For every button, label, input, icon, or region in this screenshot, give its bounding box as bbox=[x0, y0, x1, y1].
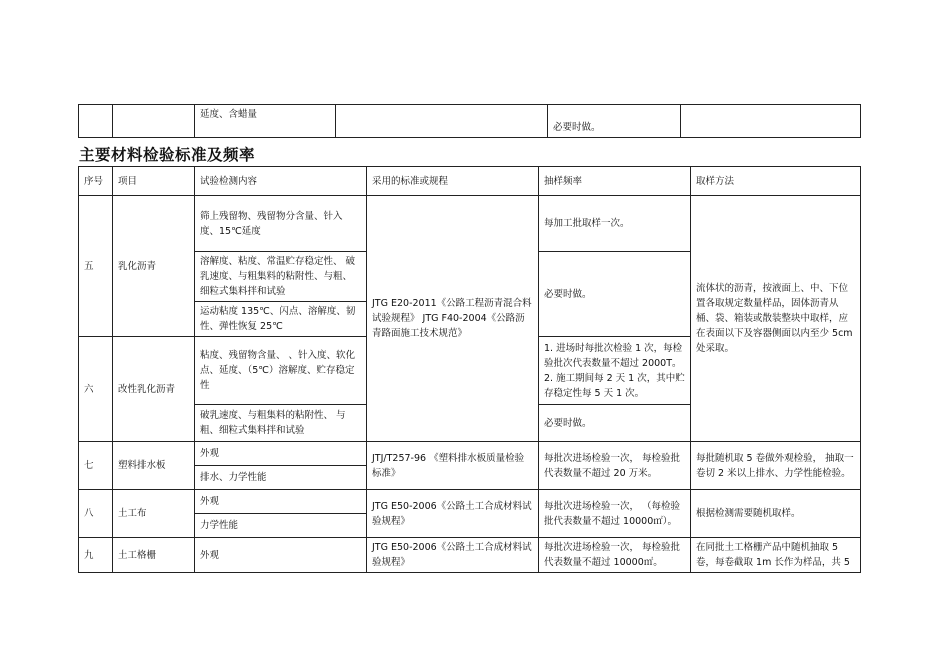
row-frequency: 每批次进场检验一次， （每检验批代表数量不超过 10000㎡）。 bbox=[539, 490, 691, 538]
row-item: 土工格栅 bbox=[113, 538, 195, 573]
table-cell bbox=[336, 105, 548, 138]
row-frequency: 每加工批取样一次。 bbox=[539, 196, 691, 252]
table-row bbox=[79, 538, 861, 573]
table-cell: 延度、含蜡量 bbox=[195, 105, 336, 138]
row-item: 土工布 bbox=[113, 490, 195, 538]
row-content: 筛上残留物、残留物分含量、针入度、15℃延度 bbox=[195, 196, 367, 252]
row-method: 每批随机取 5 卷做外观检验， 抽取一卷切 2 米以上排水、力学性能检验。 bbox=[691, 442, 861, 490]
table-cell bbox=[79, 105, 113, 138]
row-content: 排水、力学性能 bbox=[195, 466, 367, 490]
row-frequency: 必要时做。 bbox=[539, 252, 691, 337]
row-frequency: 每批次进场检验一次， 每检验批代表数量不超过 20 万米。 bbox=[539, 442, 691, 490]
table-row bbox=[79, 105, 861, 138]
row-item: 塑料排水板 bbox=[113, 442, 195, 490]
row-content: 外观 bbox=[195, 490, 367, 514]
header-item: 项目 bbox=[113, 167, 195, 196]
header-no: 序号 bbox=[79, 167, 113, 196]
row-item: 乳化沥青 bbox=[113, 196, 195, 337]
row-method: 流体状的沥青，按液面上、中、下位置各取规定数量样品，固体沥青从桶、袋、箱装或散装整块中取样，应在表面以下及容器侧面以内至少 5cm处采取。 bbox=[691, 196, 861, 442]
row-no: 九 bbox=[79, 538, 113, 573]
header-frequency: 抽样频率 bbox=[539, 167, 691, 196]
header-content: 试验检测内容 bbox=[195, 167, 367, 196]
row-content: 溶解度、粘度、常温贮存稳定性、 破乳速度、与粗集料的粘附性、与粗、细粒式集料拌和试验 bbox=[195, 252, 367, 302]
row-no: 五 bbox=[79, 196, 113, 337]
row-content: 力学性能 bbox=[195, 514, 367, 538]
table-cell bbox=[113, 105, 195, 138]
table-header-row bbox=[79, 167, 861, 196]
previous-table-fragment bbox=[78, 104, 861, 138]
materials-inspection-table bbox=[78, 166, 861, 573]
header-standard: 采用的标准或规程 bbox=[367, 167, 539, 196]
row-content: 运动粘度 135℃、闪点、溶解度、韧性、弹性恢复 25℃ bbox=[195, 302, 367, 337]
table-row bbox=[79, 196, 861, 252]
row-standard: JTG E50-2006《公路土工合成材料试验规程》 bbox=[367, 538, 539, 573]
row-content: 粘度、残留物含量、 、针入度、软化点、延度、（5℃）溶解度、贮存稳定性 bbox=[195, 337, 367, 405]
row-content: 外观 bbox=[195, 442, 367, 466]
row-standard: JTJ/T257-96 《塑料排水板质量检验标准》 bbox=[367, 442, 539, 490]
row-standard: JTG E20-2011《公路工程沥青混合料试验规程》 JTG F40-2004《公路沥青路面施工技术规范》 bbox=[367, 196, 539, 442]
table-row bbox=[79, 442, 861, 466]
section-title: 主要材料检验标准及频率 bbox=[79, 146, 256, 164]
row-frequency: 每批次进场检验一次， 每检验批代表数量不超过 10000㎡。 bbox=[539, 538, 691, 573]
row-frequency: 1. 进场时每批次检验 1 次，每检验批次代表数量不超过 2000T。 2. 施工期间每 2 天 1 次，其中贮存稳定性每 5 天 1 次。 bbox=[539, 337, 691, 405]
row-frequency: 必要时做。 bbox=[539, 405, 691, 442]
table-cell: 必要时做。 bbox=[548, 105, 681, 138]
row-item: 改性乳化沥青 bbox=[113, 337, 195, 442]
row-standard: JTG E50-2006《公路土工合成材料试验规程》 bbox=[367, 490, 539, 538]
row-method: 根据检测需要随机取样。 bbox=[691, 490, 861, 538]
row-content: 外观 bbox=[195, 538, 367, 573]
row-no: 六 bbox=[79, 337, 113, 442]
header-method: 取样方法 bbox=[691, 167, 861, 196]
row-method: 在同批土工格栅产品中随机抽取 5 卷，每卷截取 1m 长作为样品，共 5 bbox=[691, 538, 861, 573]
row-no: 七 bbox=[79, 442, 113, 490]
table-row bbox=[79, 490, 861, 514]
row-no: 八 bbox=[79, 490, 113, 538]
row-content: 破乳速度、与粗集料的粘附性、 与粗、细粒式集料拌和试验 bbox=[195, 405, 367, 442]
table-cell bbox=[681, 105, 861, 138]
